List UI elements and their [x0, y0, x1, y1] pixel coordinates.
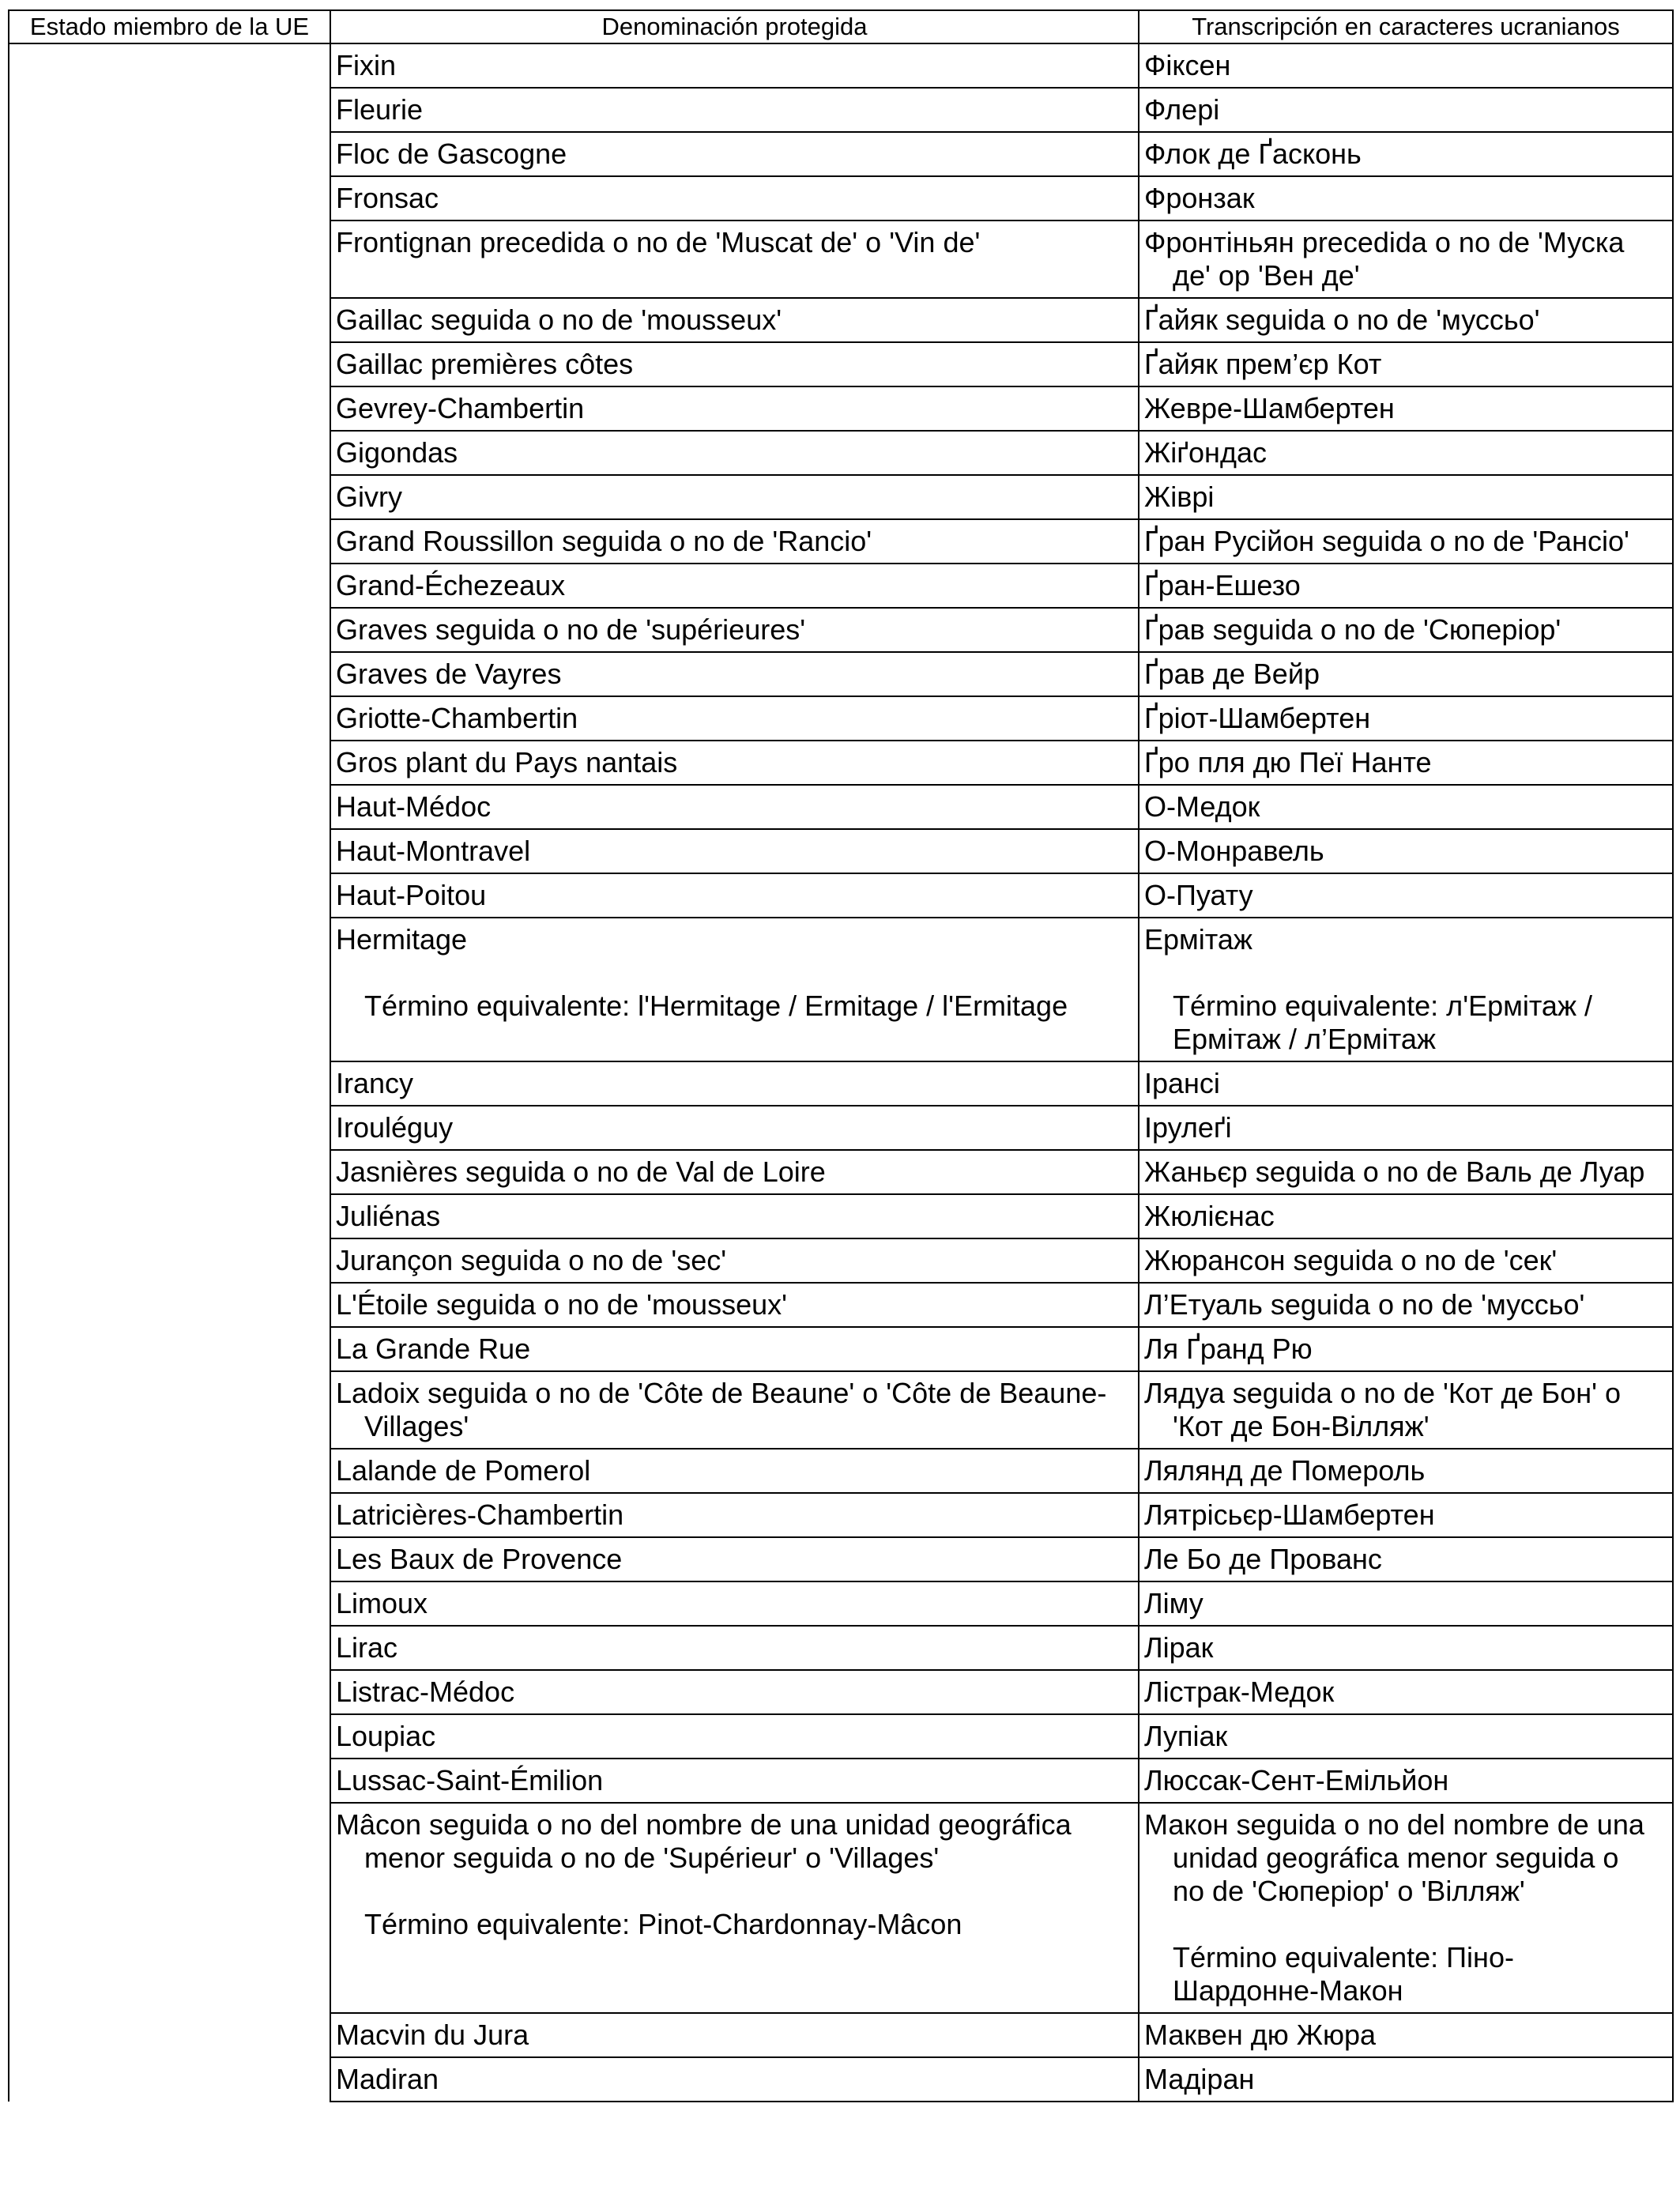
cell-text-line: Жевре-Шамбертен — [1144, 392, 1395, 424]
cell-text-line: Lirac — [336, 1631, 398, 1664]
cell-text-line: Ґріот-Шамбертен — [1144, 702, 1371, 734]
table-body — [9, 43, 1673, 2102]
header-transliteration: Transcripción en caracteres ucranianos — [1139, 10, 1673, 43]
protected-name-cell — [330, 1537, 1139, 1581]
transliteration-cell — [1139, 176, 1673, 221]
transliteration-cell — [1139, 298, 1673, 342]
cell-text-line: Haut-Médoc — [336, 790, 492, 823]
protected-name-cell — [330, 696, 1139, 741]
cell-text-line: Ґро пля дю Пеї Нанте — [1144, 746, 1432, 778]
protected-name-cell — [330, 88, 1139, 132]
cell-text-line: Gaillac seguida o no de 'mousseux' — [336, 303, 782, 336]
transliteration-cell — [1139, 1537, 1673, 1581]
transliteration-cell — [1139, 652, 1673, 696]
cell-text-line: Ле Бо де Прованс — [1144, 1543, 1382, 1575]
cell-text-line: Жіврі — [1144, 481, 1215, 513]
cell-text-line: Ґайяк прем’єр Кот — [1144, 348, 1382, 380]
transliteration-cell — [1139, 431, 1673, 475]
protected-name-cell — [330, 564, 1139, 608]
cell-text-line: Les Baux de Provence — [336, 1543, 623, 1575]
cell-text-line: Jurançon seguida o no de 'sec' — [336, 1244, 727, 1276]
protected-name-cell — [330, 431, 1139, 475]
protected-name-cell — [330, 608, 1139, 652]
transliteration-cell — [1139, 1759, 1673, 1803]
cell-text-line: Флок де Ґасконь — [1144, 138, 1362, 170]
transliteration-cell — [1139, 132, 1673, 176]
cell-text-line: Жіґондас — [1144, 436, 1267, 469]
protected-name-cell — [330, 1150, 1139, 1194]
transliteration-cell — [1139, 2013, 1673, 2057]
protected-name-cell — [330, 918, 1139, 1061]
transliteration-cell — [1139, 88, 1673, 132]
cell-text-line: Ґайяк seguida o no de 'муссьо' — [1144, 303, 1540, 336]
cell-text-line: Ля Ґранд Рю — [1144, 1333, 1313, 1365]
cell-text-line: Lalande de Pomerol — [336, 1454, 591, 1487]
transliteration-cell — [1139, 43, 1673, 88]
transliteration-cell — [1139, 741, 1673, 785]
protected-name-cell — [330, 1449, 1139, 1493]
cell-text-line: Irancy — [336, 1067, 414, 1099]
protected-name-cell — [330, 652, 1139, 696]
transliteration-cell — [1139, 1327, 1673, 1371]
designations-table — [8, 9, 1674, 2102]
protected-name-cell — [330, 1626, 1139, 1670]
cell-text-line: Люссак-Сент-Емільйон — [1144, 1764, 1449, 1796]
transliteration-cell — [1139, 342, 1673, 386]
cell-text-line: Маквен дю Жюра — [1144, 2019, 1377, 2051]
transliteration-cell — [1139, 785, 1673, 829]
cell-text-line: Лятрісьєр-Шамбертен — [1144, 1498, 1435, 1531]
cell-text-line: Juliénas — [336, 1200, 441, 1232]
transliteration-cell — [1139, 519, 1673, 564]
cell-text-line: Givry — [336, 481, 402, 513]
protected-name-cell — [330, 386, 1139, 431]
cell-text-line: Madiran — [336, 2063, 439, 2095]
protected-name-cell — [330, 1283, 1139, 1327]
cell-text-line: Haut-Poitou — [336, 879, 487, 911]
cell-text-line: Лядуа seguida o no de 'Кот де Бон' o — [1144, 1377, 1621, 1409]
cell-text-line: Término equivalente: l'Hermitage / Ermitage / l'Ermitage — [364, 990, 1068, 1022]
cell-text-line: Лістрак-Медок — [1144, 1676, 1335, 1708]
cell-text-line: Gevrey-Chambertin — [336, 392, 585, 424]
cell-text-line: Лірак — [1144, 1631, 1214, 1664]
transliteration-cell — [1139, 873, 1673, 918]
cell-text-line: Término equivalente: л'Ермітаж / — [1173, 990, 1593, 1022]
cell-text-line: Жаньєр seguida o no de Валь де Луар — [1144, 1155, 1645, 1188]
transliteration-cell — [1139, 2057, 1673, 2102]
cell-text-line: Макон seguida o no del nombre de una — [1144, 1808, 1644, 1841]
cell-text-line: Фронзак — [1144, 182, 1255, 214]
cell-text-line: Graves de Vayres — [336, 658, 562, 690]
protected-name-cell — [330, 221, 1139, 298]
protected-name-cell — [330, 2057, 1139, 2102]
cell-text-line: Grand-Échezeaux — [336, 569, 566, 601]
transliteration-cell — [1139, 564, 1673, 608]
cell-text-line: Ермітаж / л’Ермітаж — [1173, 1023, 1436, 1055]
cell-text-line: Fixin — [336, 49, 397, 81]
cell-text-line: Ермітаж — [1144, 923, 1252, 956]
transliteration-cell — [1139, 1626, 1673, 1670]
protected-name-cell — [330, 342, 1139, 386]
cell-text-line: Мадіран — [1144, 2063, 1255, 2095]
protected-name-cell — [330, 1670, 1139, 1714]
cell-text-line: Ліму — [1144, 1587, 1203, 1619]
cell-text-line: Шардонне-Макон — [1173, 1974, 1403, 2007]
transliteration-cell — [1139, 1283, 1673, 1327]
protected-name-cell — [330, 785, 1139, 829]
cell-text-line: Ірулеґі — [1144, 1111, 1232, 1144]
cell-text-line — [336, 1875, 1135, 1908]
cell-text-line: Лупіак — [1144, 1720, 1228, 1752]
cell-text-line: Floc de Gascogne — [336, 138, 567, 170]
cell-text-line: Фіксен — [1144, 49, 1231, 81]
protected-name-cell — [330, 1238, 1139, 1283]
protected-name-cell — [330, 1371, 1139, 1449]
cell-text-line — [1144, 956, 1669, 990]
protected-name-cell — [330, 1061, 1139, 1106]
protected-name-cell — [330, 741, 1139, 785]
cell-text-line: Lussac-Saint-Émilion — [336, 1764, 604, 1796]
transliteration-cell — [1139, 1371, 1673, 1449]
cell-text-line — [336, 956, 1135, 990]
cell-text-line: Grand Roussillon seguida o no de 'Rancio' — [336, 525, 872, 557]
cell-text-line: Hermitage — [336, 923, 468, 956]
transliteration-cell — [1139, 475, 1673, 519]
protected-name-cell — [330, 475, 1139, 519]
protected-name-cell — [330, 1493, 1139, 1537]
cell-text-line — [1144, 1908, 1669, 1941]
transliteration-cell — [1139, 608, 1673, 652]
cell-text-line: La Grande Rue — [336, 1333, 531, 1365]
header-state: Estado miembro de la UE — [9, 10, 330, 43]
cell-text-line: Fleurie — [336, 93, 424, 126]
header-row — [9, 10, 1673, 43]
protected-name-cell — [330, 829, 1139, 873]
cell-text-line: Gaillac premières côtes — [336, 348, 634, 380]
cell-text-line: Frontignan precedida o no de 'Muscat de' o 'Vin de' — [336, 226, 981, 258]
transliteration-cell — [1139, 1194, 1673, 1238]
cell-text-line: Haut-Montravel — [336, 835, 531, 867]
transliteration-cell — [1139, 1106, 1673, 1150]
transliteration-cell — [1139, 221, 1673, 298]
transliteration-cell — [1139, 1061, 1673, 1106]
cell-text-line: Irouléguy — [336, 1111, 454, 1144]
protected-name-cell — [330, 873, 1139, 918]
transliteration-cell — [1139, 1670, 1673, 1714]
protected-name-cell — [330, 43, 1139, 88]
cell-text-line: Жюлієнас — [1144, 1200, 1275, 1232]
cell-text-line: Mâcon seguida o no del nombre de una unidad geográfica — [336, 1808, 1072, 1841]
transliteration-cell — [1139, 1581, 1673, 1626]
cell-text-line: unidad geográfica menor seguida o — [1173, 1842, 1619, 1874]
cell-text-line: О-Пуату — [1144, 879, 1253, 911]
protected-name-cell — [330, 1759, 1139, 1803]
cell-text-line: Жюрансон seguida o no de 'сек' — [1144, 1244, 1558, 1276]
cell-text-line: де' ор 'Вен де' — [1173, 259, 1360, 292]
cell-text-line: Listrac-Médoc — [336, 1676, 515, 1708]
cell-text-line: Graves seguida o no de 'supérieures' — [336, 613, 806, 646]
protected-name-cell — [330, 2013, 1139, 2057]
cell-text-line: no de 'Сюперіор' o 'Вілляж' — [1173, 1875, 1525, 1907]
protected-name-cell — [330, 1106, 1139, 1150]
protected-name-cell — [330, 1803, 1139, 2013]
cell-text-line: Villages' — [364, 1410, 469, 1442]
header-protected-name: Denominación protegida — [330, 10, 1139, 43]
cell-text-line: Término equivalente: Pinot-Chardonnay-Mâcon — [364, 1908, 962, 1940]
cell-text-line: Latricières-Chambertin — [336, 1498, 624, 1531]
cell-text-line: Limoux — [336, 1587, 428, 1619]
cell-text-line: Gigondas — [336, 436, 458, 469]
cell-text-line: Fronsac — [336, 182, 439, 214]
cell-text-line: Л’Етуаль seguida o no de 'муссьо' — [1144, 1288, 1585, 1321]
transliteration-cell — [1139, 1714, 1673, 1759]
cell-text-line: Ґрав seguida o no de 'Сюперіор' — [1144, 613, 1561, 646]
cell-text-line: Ladoix seguida o no de 'Côte de Beaune' o 'Côte de Beaune- — [336, 1377, 1107, 1409]
protected-name-cell — [330, 1194, 1139, 1238]
cell-text-line: Фронтіньян precedida o no de 'Муска — [1144, 226, 1625, 258]
table-row — [9, 43, 1673, 88]
protected-name-cell — [330, 519, 1139, 564]
cell-text-line: menor seguida o no de 'Supérieur' o 'Villages' — [364, 1842, 940, 1874]
cell-text-line: L'Étoile seguida o no de 'mousseux' — [336, 1288, 787, 1321]
transliteration-cell — [1139, 918, 1673, 1061]
protected-name-cell — [330, 176, 1139, 221]
transliteration-cell — [1139, 1493, 1673, 1537]
cell-text-line: Gros plant du Pays nantais — [336, 746, 678, 778]
transliteration-cell — [1139, 1150, 1673, 1194]
cell-text-line: Loupiac — [336, 1720, 436, 1752]
transliteration-cell — [1139, 696, 1673, 741]
cell-text-line: О-Монравель — [1144, 835, 1324, 867]
cell-text-line: Ґрав де Вейр — [1144, 658, 1320, 690]
cell-text-line: Ґран Русійон seguida o no de 'Рансіо' — [1144, 525, 1629, 557]
transliteration-cell — [1139, 1238, 1673, 1283]
transliteration-cell — [1139, 829, 1673, 873]
cell-text-line: Griotte-Chambertin — [336, 702, 578, 734]
transliteration-cell — [1139, 1803, 1673, 2013]
cell-text-line: О-Медок — [1144, 790, 1260, 823]
transliteration-cell — [1139, 1449, 1673, 1493]
protected-name-cell — [330, 1714, 1139, 1759]
cell-text-line: Ірансі — [1144, 1067, 1220, 1099]
cell-text-line: Macvin du Jura — [336, 2019, 529, 2051]
cell-text-line: Jasnières seguida o no de Val de Loire — [336, 1155, 826, 1188]
protected-name-cell — [330, 132, 1139, 176]
cell-text-line: Флері — [1144, 93, 1220, 126]
transliteration-cell — [1139, 386, 1673, 431]
cell-text-line: Término equivalente: Піно- — [1173, 1941, 1514, 1973]
cell-text-line: Лялянд де Помероль — [1144, 1454, 1426, 1487]
protected-name-cell — [330, 1327, 1139, 1371]
cell-text-line: 'Кот де Бон-Вілляж' — [1173, 1410, 1430, 1442]
cell-text-line: Ґран-Ешезо — [1144, 569, 1301, 601]
member-state-cell — [9, 43, 330, 2102]
protected-name-cell — [330, 298, 1139, 342]
protected-name-cell — [330, 1581, 1139, 1626]
